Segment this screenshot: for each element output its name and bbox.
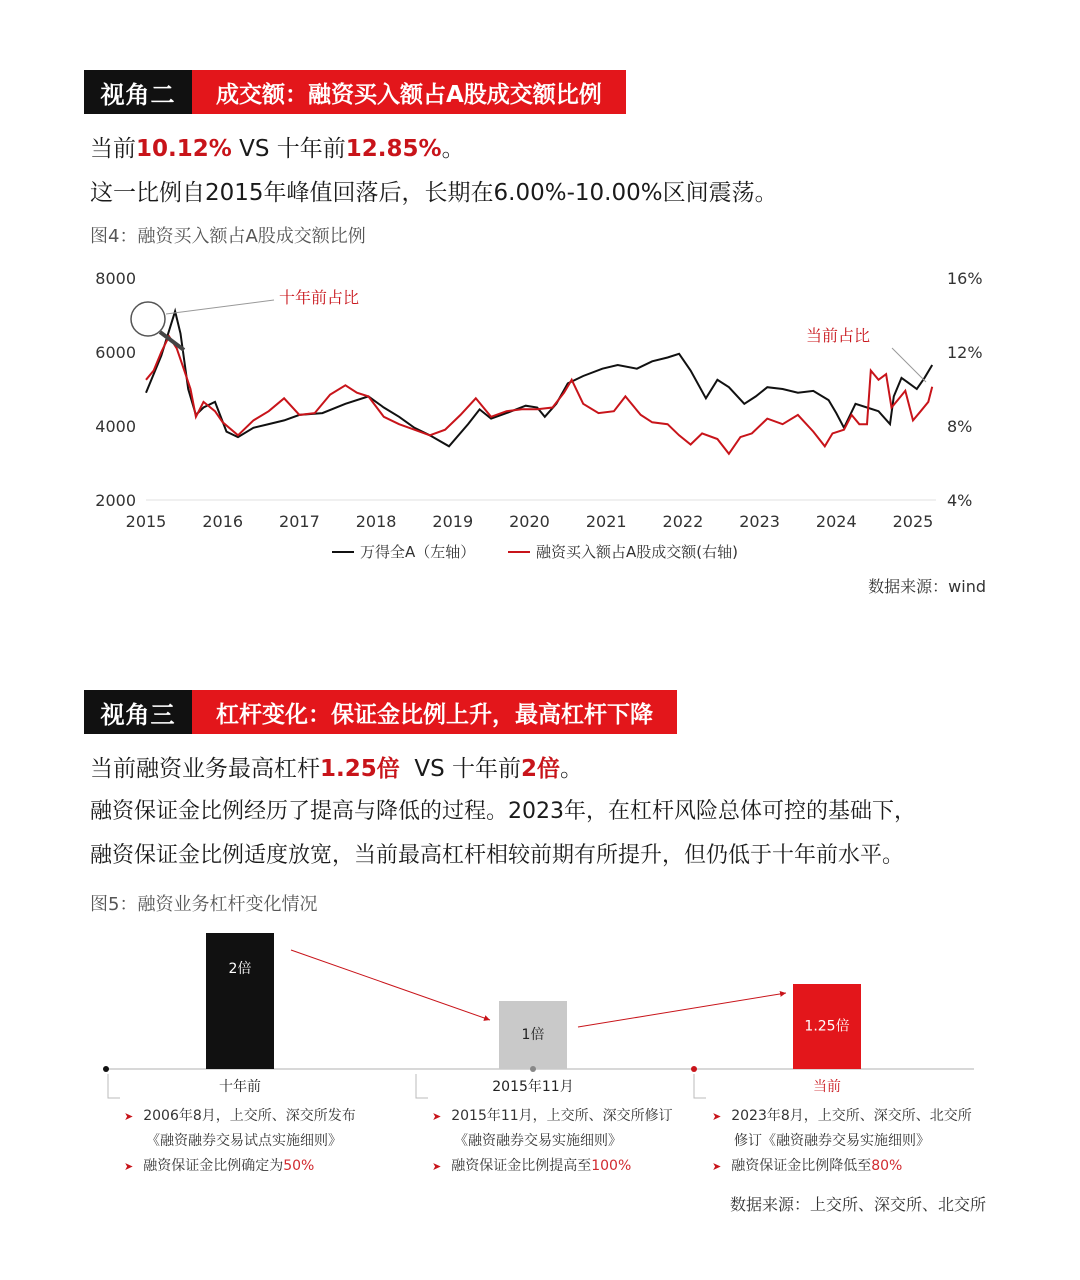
x-tick-label: 2020 — [509, 512, 550, 531]
section2-description: 这一比例自2015年峰值回落后，长期在6.00%-10.00%区间震荡。 — [90, 180, 778, 206]
y-left-tick-label: 8000 — [95, 269, 136, 288]
legend-label-ratio: 融资买入额占A股成交额(右轴) — [536, 543, 738, 561]
figure5-title: 图5：融资业务杠杆变化情况 — [90, 894, 318, 915]
headline-vs: VS 十年前 — [399, 756, 522, 782]
section3-description-2: 融资保证金比例适度放宽，当前最高杠杆相较前期有所提升，但仍低于十年前水平。 — [90, 843, 905, 868]
note-line: 《融资融券交易试点实施细则》 — [146, 1133, 342, 1149]
timeline-dot-now — [691, 1066, 697, 1072]
figure4-line-chart — [84, 262, 996, 572]
x-tick-label: 2015 — [125, 512, 167, 531]
note-line: ➤ 2015年11月，上交所、深交所修订 — [432, 1108, 673, 1124]
section3-tag: 视角三 — [84, 690, 192, 734]
legend-label-wind: 万得全A（左轴） — [360, 543, 476, 561]
current-leverage-value: 1.25倍 — [320, 756, 400, 782]
headline-end: 。 — [441, 136, 465, 162]
headline-vs: VS 十年前 — [231, 136, 346, 162]
bullet-arrow-icon: ➤ — [712, 1160, 722, 1173]
bar-value-label: 1倍 — [521, 1027, 545, 1043]
note-bracket-past — [108, 1074, 120, 1098]
headline-end: 。 — [560, 756, 584, 782]
note-line: ➤ 2023年8月，上交所、深交所、北交所 — [712, 1108, 972, 1124]
past-ratio-value: 12.85% — [345, 136, 442, 162]
x-tick-label: 2023 — [739, 512, 780, 531]
current-ratio-value: 10.12% — [136, 136, 232, 162]
annotation-now-label: 当前占比 — [806, 326, 871, 345]
section3-title: 杠杆变化：保证金比例上升，最高杠杆下降 — [192, 690, 677, 734]
x-tick-label: 2022 — [662, 512, 704, 531]
y-right-tick-label: 8% — [947, 417, 973, 436]
annotation-now-leader — [892, 348, 926, 382]
bullet-arrow-icon: ➤ — [124, 1110, 134, 1123]
bar-category-label: 2015年11月 — [492, 1079, 574, 1095]
chart4-y-left-ticks — [95, 269, 136, 510]
x-tick-label: 2018 — [355, 512, 397, 531]
figure5-bar-chart — [84, 920, 984, 1105]
bar-value-label: 2倍 — [228, 961, 252, 977]
timeline-dot-past — [103, 1066, 109, 1072]
x-tick-label: 2024 — [815, 512, 857, 531]
x-tick-label: 2019 — [432, 512, 474, 531]
note-line: 《融资融券交易实施细则》 — [454, 1133, 622, 1149]
note-block-now — [712, 1104, 972, 1179]
y-right-tick-label: 4% — [947, 491, 973, 510]
timeline-dot-2015 — [530, 1066, 536, 1072]
bullet-arrow-icon: ➤ — [432, 1160, 442, 1173]
section2-tag: 视角二 — [84, 70, 192, 114]
x-tick-label: 2021 — [585, 512, 627, 531]
section3-headline — [90, 750, 583, 783]
chart4-x-ticks — [126, 512, 934, 531]
headline-prefix: 当前 — [90, 136, 136, 162]
figure5-source: 数据来源：上交所、深交所、北交所 — [729, 1195, 986, 1214]
note-bracket-2015 — [416, 1074, 428, 1098]
past-leverage-value: 2倍 — [521, 756, 561, 782]
section3-banner — [84, 690, 677, 734]
trend-arrow-up — [578, 993, 786, 1027]
leverage-bar — [206, 933, 274, 1069]
headline-prefix: 当前融资业务最高杠杆 — [90, 756, 320, 782]
note-line: ➤ 融资保证金比例提高至100% — [432, 1158, 632, 1174]
chart4-y-right-ticks — [947, 269, 983, 510]
bullet-arrow-icon: ➤ — [712, 1110, 722, 1123]
bar-value-label: 1.25倍 — [804, 1018, 850, 1035]
section2-title: 成交额：融资买入额占A股成交额比例 — [192, 70, 626, 114]
y-left-tick-label: 6000 — [95, 343, 136, 362]
bullet-arrow-icon: ➤ — [432, 1110, 442, 1123]
figure4-source: 数据来源：wind — [868, 577, 986, 596]
bullet-arrow-icon: ➤ — [124, 1160, 134, 1173]
trend-arrow-down — [291, 950, 490, 1020]
x-tick-label: 2025 — [892, 512, 934, 531]
chart4-legend — [332, 543, 738, 561]
section3-description-1: 融资保证金比例经历了提高与降低的过程。2023年，在杠杆风险总体可控的基础下， — [90, 799, 916, 824]
figure4-title: 图4：融资买入额占A股成交额比例 — [90, 226, 366, 247]
x-tick-label: 2017 — [279, 512, 320, 531]
bar-category-label: 当前 — [813, 1079, 841, 1095]
annotation-past-label: 十年前占比 — [279, 288, 360, 307]
note-line: ➤ 融资保证金比例降低至80% — [712, 1158, 903, 1174]
y-left-tick-label: 4000 — [95, 417, 136, 436]
note-block-2015 — [432, 1104, 673, 1179]
note-block-past — [124, 1104, 356, 1179]
note-bracket-now — [694, 1074, 706, 1098]
annotation-past-leader — [166, 300, 274, 314]
y-left-tick-label: 2000 — [95, 491, 136, 510]
y-right-tick-label: 12% — [947, 343, 983, 362]
note-line: ➤ 融资保证金比例确定为50% — [124, 1158, 315, 1174]
note-line: 修订《融资融券交易实施细则》 — [734, 1133, 930, 1149]
note-line: ➤ 2006年8月，上交所、深交所发布 — [124, 1108, 356, 1124]
bar-category-label: 十年前 — [219, 1079, 261, 1095]
x-tick-label: 2016 — [202, 512, 244, 531]
section2-banner — [84, 70, 626, 114]
series-margin-ratio-line — [146, 336, 932, 454]
section2-headline — [90, 130, 465, 163]
past-peak-magnifier-icon — [131, 302, 165, 336]
y-right-tick-label: 16% — [947, 269, 983, 288]
